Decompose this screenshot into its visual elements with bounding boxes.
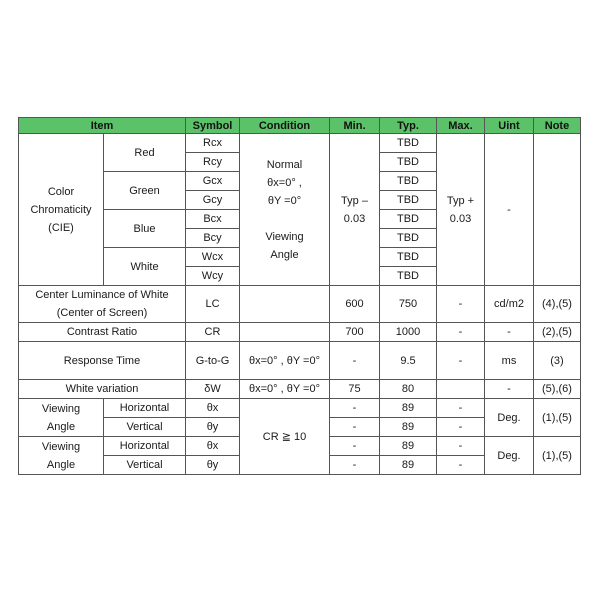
note-cell: (5),(6) [534, 380, 581, 399]
typ-cell: TBD [380, 229, 437, 248]
viewing-line2: Angle [46, 458, 76, 471]
condition-line2: θx=0° , [267, 176, 302, 189]
color-blue-label: Blue [104, 210, 186, 248]
note-cell: (3) [534, 342, 581, 380]
symbol-cell: Rcy [186, 153, 240, 172]
unit-cell: Deg. [485, 437, 534, 475]
condition-cell: θx=0° , θY =0° [240, 380, 330, 399]
table-row [19, 286, 581, 323]
max-cell: - [437, 342, 485, 380]
viewing-angle-item-cell [19, 437, 104, 475]
symbol-cell: Wcx [186, 248, 240, 267]
typ-cell: TBD [380, 267, 437, 286]
header-unit: Uint [485, 118, 534, 134]
table-row [19, 323, 581, 342]
header-symbol: Symbol [186, 118, 240, 134]
table-row [19, 134, 581, 153]
typ-cell: 750 [380, 286, 437, 323]
typ-cell: 89 [380, 399, 437, 418]
typ-cell: TBD [380, 134, 437, 153]
symbol-cell: Bcx [186, 210, 240, 229]
luminance-line2: (Center of Screen) [56, 307, 148, 319]
unit-cell: - [485, 323, 534, 342]
min-cell: 700 [330, 323, 380, 342]
typ-cell: 80 [380, 380, 437, 399]
chromaticity-condition-cell [240, 134, 330, 286]
symbol-cell: Gcx [186, 172, 240, 191]
symbol-cell: Rcx [186, 134, 240, 153]
chromaticity-unit-cell: - [485, 134, 534, 286]
symbol-cell: θy [186, 456, 240, 475]
note-cell: (4),(5) [534, 286, 581, 323]
min-cell: 600 [330, 286, 380, 323]
optical-spec-table [18, 117, 581, 475]
viewing-condition-cell: CR ≧ 10 [240, 399, 330, 475]
typ-cell: 89 [380, 437, 437, 456]
header-row [19, 118, 581, 134]
typ-cell: 89 [380, 418, 437, 437]
max-cell: - [437, 399, 485, 418]
note-cell: (1),(5) [534, 437, 581, 475]
unit-cell: - [485, 380, 534, 399]
viewing-line1: Viewing [41, 440, 81, 453]
header-item: Item [19, 118, 186, 134]
min-cell: 75 [330, 380, 380, 399]
unit-cell: Deg. [485, 399, 534, 437]
symbol-cell: Gcy [186, 191, 240, 210]
horizontal-label: Horizontal [104, 399, 186, 418]
condition-line3: θY =0° [267, 194, 302, 207]
condition-line4: Viewing [265, 230, 304, 243]
symbol-cell: δW [186, 380, 240, 399]
typ-cell: TBD [380, 210, 437, 229]
symbol-cell: Bcy [186, 229, 240, 248]
symbol-cell: LC [186, 286, 240, 323]
header-condition: Condition [240, 118, 330, 134]
symbol-cell: θx [186, 437, 240, 456]
luminance-line1: Center Luminance of White [35, 289, 169, 301]
max-cell: - [437, 323, 485, 342]
condition-cell [240, 286, 330, 323]
vertical-label: Vertical [104, 418, 186, 437]
header-typ: Typ. [380, 118, 437, 134]
contrast-item-cell: Contrast Ratio [19, 323, 186, 342]
vertical-label: Vertical [104, 456, 186, 475]
typ-cell: 9.5 [380, 342, 437, 380]
response-item-cell: Response Time [19, 342, 186, 380]
viewing-line1: Viewing [41, 402, 81, 415]
white-variation-item-cell: White variation [19, 380, 186, 399]
viewing-angle-item-cell [19, 399, 104, 437]
typ-cell: 89 [380, 456, 437, 475]
typ-cell: TBD [380, 172, 437, 191]
chromaticity-min-cell [330, 134, 380, 286]
max-line2: 0.03 [449, 212, 472, 225]
condition-cell: θx=0° , θY =0° [240, 342, 330, 380]
note-cell: (1),(5) [534, 399, 581, 437]
symbol-cell: CR [186, 323, 240, 342]
table-row [19, 399, 581, 418]
chromaticity-label-line2: Chromaticity [30, 203, 92, 216]
color-white-label: White [104, 248, 186, 286]
chromaticity-note-cell [534, 134, 581, 286]
max-cell: - [437, 437, 485, 456]
symbol-cell: θy [186, 418, 240, 437]
unit-cell: ms [485, 342, 534, 380]
condition-line1: Normal [266, 158, 303, 171]
min-cell: - [330, 418, 380, 437]
color-red-label: Red [104, 134, 186, 172]
chromaticity-label-line3: (CIE) [48, 221, 74, 234]
min-cell: - [330, 399, 380, 418]
viewing-line2: Angle [46, 420, 76, 433]
chromaticity-group-cell [19, 134, 104, 286]
max-cell [437, 380, 485, 399]
max-cell: - [437, 418, 485, 437]
header-note: Note [534, 118, 581, 134]
color-green-label: Green [104, 172, 186, 210]
min-line1: Typ – [341, 194, 368, 207]
min-line2: 0.03 [343, 212, 366, 225]
chromaticity-max-cell [437, 134, 485, 286]
chromaticity-label-line1: Color [47, 185, 75, 198]
typ-cell: TBD [380, 191, 437, 210]
header-min: Min. [330, 118, 380, 134]
condition-cell [240, 323, 330, 342]
min-cell: - [330, 342, 380, 380]
luminance-item-cell [19, 286, 186, 323]
symbol-cell: Wcy [186, 267, 240, 286]
max-line1: Typ + [446, 194, 475, 207]
symbol-cell: θx [186, 399, 240, 418]
table-row [19, 342, 581, 380]
typ-cell: TBD [380, 153, 437, 172]
note-cell: (2),(5) [534, 323, 581, 342]
max-cell: - [437, 286, 485, 323]
typ-cell: TBD [380, 248, 437, 267]
unit-cell: cd/m2 [485, 286, 534, 323]
table-row [19, 380, 581, 399]
min-cell: - [330, 437, 380, 456]
condition-line5: Angle [270, 248, 299, 261]
horizontal-label: Horizontal [104, 437, 186, 456]
symbol-cell: G-to-G [186, 342, 240, 380]
max-cell: - [437, 456, 485, 475]
typ-cell: 1000 [380, 323, 437, 342]
min-cell: - [330, 456, 380, 475]
header-max: Max. [437, 118, 485, 134]
